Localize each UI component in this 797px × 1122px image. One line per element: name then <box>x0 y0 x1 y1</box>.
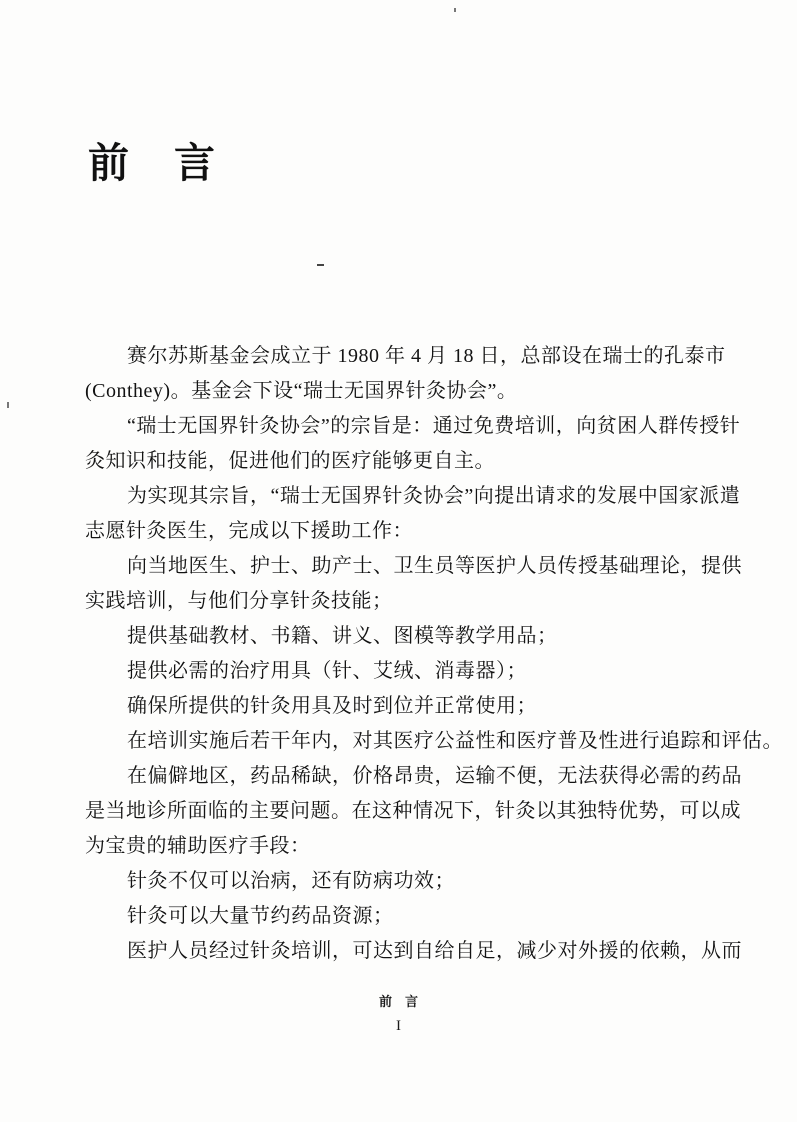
scan-speck <box>317 264 324 266</box>
body-line: 灸知识和技能，促进他们的医疗能够更自主。 <box>85 450 495 472</box>
body-line: 实践培训，与他们分享针灸技能； <box>85 590 393 612</box>
body-line: 志愿针灸医生，完成以下援助工作： <box>85 520 413 542</box>
body-line: 在培训实施后若干年内，对其医疗公益性和医疗普及性进行追踪和评估。 <box>127 730 783 752</box>
body-line: 为实现其宗旨，“瑞士无国界针灸协会”向提出请求的发展中国家派遣 <box>127 485 741 507</box>
body-line: 针灸不仅可以治病，还有防病功效； <box>127 870 455 892</box>
page-number: I <box>396 1018 401 1034</box>
body-line: 提供必需的治疗用具（针、艾绒、消毒器）； <box>127 660 527 682</box>
body-text <box>85 339 783 969</box>
body-line: 为宝贵的辅助医疗手段： <box>85 835 311 857</box>
scan-speck <box>454 8 456 12</box>
footer-running-title: 前 言 <box>378 994 418 1009</box>
body-line: 确保所提供的针灸用具及时到位并正常使用； <box>127 695 537 717</box>
body-line: 赛尔苏斯基金会成立于 1980 年 4 月 18 日，总部设在瑞士的孔泰市 <box>127 345 726 367</box>
body-line: 是当地诊所面临的主要问题。在这种情况下，针灸以其独特优势，可以成 <box>85 800 741 822</box>
body-line: 向当地医生、护士、助产士、卫生员等医护人员传授基础理论，提供 <box>127 555 742 577</box>
body-line: (Conthey)。基金会下设“瑞士无国界针灸协会”。 <box>85 380 518 402</box>
body-line: 医护人员经过针灸培训，可达到自给自足，减少对外援的依赖，从而 <box>127 940 742 962</box>
body-line: 针灸可以大量节约药品资源； <box>127 905 394 927</box>
body-line: 提供基础教材、书籍、讲义、图模等教学用品； <box>127 625 558 647</box>
body-line: “瑞士无国界针灸协会”的宗旨是：通过免费培训，向贫困人群传授针 <box>127 415 741 437</box>
scan-speck <box>7 402 9 408</box>
body-line: 在偏僻地区，药品稀缺，价格昂贵，运输不便，无法获得必需的药品 <box>127 765 742 787</box>
page-title: 前 言 <box>88 140 217 186</box>
